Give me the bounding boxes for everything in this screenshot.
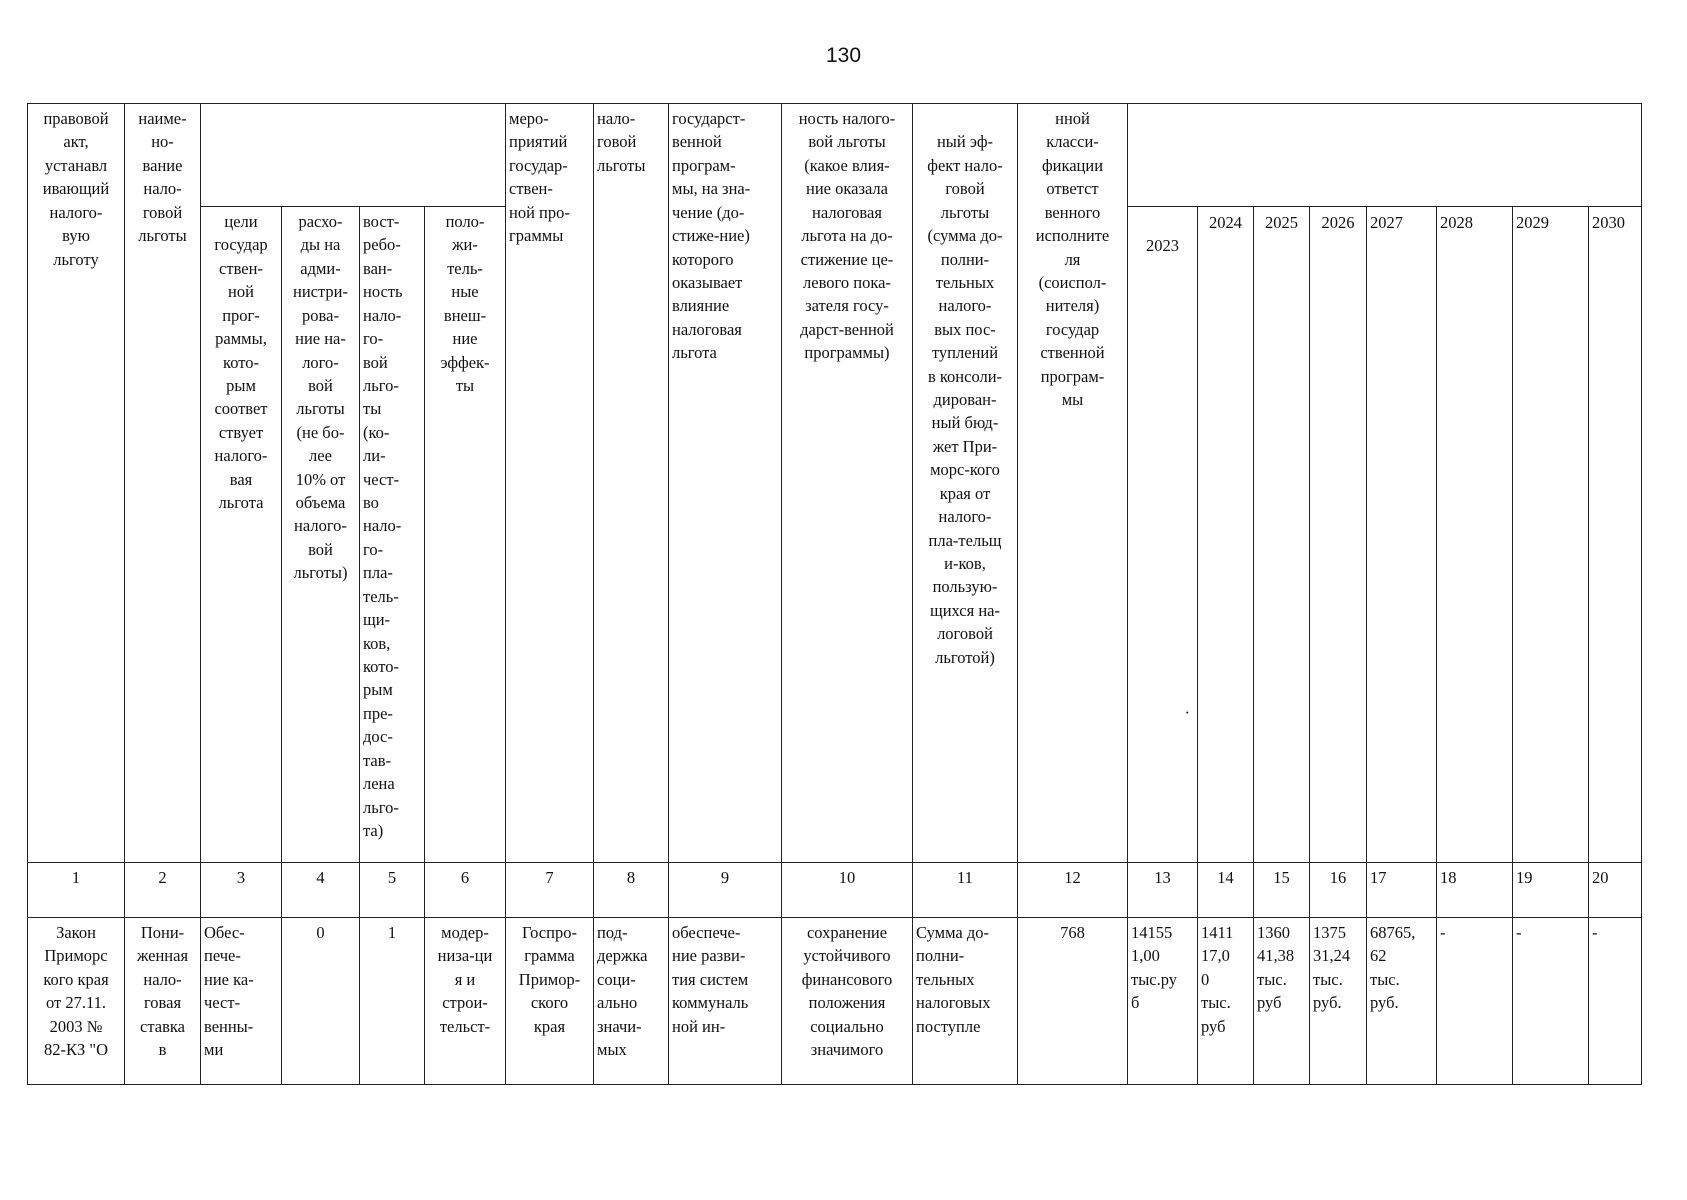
header-group-blank xyxy=(201,104,506,207)
data-row xyxy=(28,918,1642,1085)
col-number: 5 xyxy=(360,863,425,918)
cell-year-2030: - xyxy=(1589,918,1642,1085)
header-year-2030: 2030 xyxy=(1589,207,1642,863)
cell-benefit-name: Пони- женная нало- говая ставка в xyxy=(125,918,201,1085)
cell-year-2024: 1411 17,0 0 тыс. руб xyxy=(1198,918,1254,1085)
col-number: 2 xyxy=(125,863,201,918)
header-fiscal-effect xyxy=(913,104,1018,863)
header-year-2023 xyxy=(1128,207,1198,863)
col-number: 13 xyxy=(1128,863,1198,918)
col-number: 19 xyxy=(1513,863,1589,918)
col-number: 16 xyxy=(1310,863,1367,918)
header-admin-costs: расхо- ды на адми- нистри- рова- ние на- лого- вой льготы (не бо- лее 10% от объема налого- вой льготы) xyxy=(282,207,360,863)
header-demand: вост- ребо- ван- ность нало- го- вой льго- ты (ко- ли- чест- во нало- го- пла- тель- щи- ков, кото- рым пре- дос- тав- лена льго- та) xyxy=(360,207,425,863)
header-tax-benefit: нало- говой льготы xyxy=(594,104,669,863)
cell-program-activities: Госпро- грамма Примор- ского края xyxy=(506,918,594,1085)
header-year-2024: 2024 xyxy=(1198,207,1254,863)
header-external-effects: поло- жи- тель- ные внеш- ние эффек- ты xyxy=(425,207,506,863)
cell-benefit-effectiveness: сохранение устойчивого финансового положения социально значимого xyxy=(782,918,913,1085)
cell-state-program-indicator: обеспече- ние разви- тия систем коммуналь ной ин- xyxy=(669,918,782,1085)
col-number: 10 xyxy=(782,863,913,918)
cell-admin-costs: 0 xyxy=(282,918,360,1085)
header-legal-act: правовой акт, устанавл ивающий налого- вую льготу xyxy=(28,104,125,863)
header-program-activities: меро- приятий государ- ствен- ной про- граммы xyxy=(506,104,594,863)
col-number: 8 xyxy=(594,863,669,918)
header-benefit-effectiveness: ность налого- вой льготы (какое влия- ние оказала налоговая льгота на до- стижение це- левого пока- зателя госу- дарст-венной программы) xyxy=(782,104,913,863)
cell-program-goals: Обес- пече- ние ка- чест- венны- ми xyxy=(201,918,282,1085)
year-label: 2023 xyxy=(1146,236,1179,256)
header-program-goals: цели государ ствен- ной прог- раммы, кото- рым соответ ствует налого- вая льгота xyxy=(201,207,282,863)
cell-year-2026: 1375 31,24 тыс. руб. xyxy=(1310,918,1367,1085)
header-year-2027: 2027 xyxy=(1367,207,1437,863)
header-years-group xyxy=(1128,104,1642,207)
header-year-2029: 2029 xyxy=(1513,207,1589,863)
col-number: 18 xyxy=(1437,863,1513,918)
cell-year-2028: - xyxy=(1437,918,1513,1085)
col-number: 11 xyxy=(913,863,1018,918)
cell-external-effects: модер- низа-ци я и строи- тельст- xyxy=(425,918,506,1085)
cell-tax-benefit: под- держка соци- ально значи- мых xyxy=(594,918,669,1085)
header-year-2028: 2028 xyxy=(1437,207,1513,863)
header-responsible-executor: нной класси- фикации ответст венного исполните ля (соиспол- нителя) государ ственной програм- мы xyxy=(1018,104,1128,863)
header-year-2026: 2026 xyxy=(1310,207,1367,863)
col-number: 6 xyxy=(425,863,506,918)
header-benefit-name: наиме- но- вание нало- говой льготы xyxy=(125,104,201,863)
col-number: 17 xyxy=(1367,863,1437,918)
cell-responsible-executor: 768 xyxy=(1018,918,1128,1085)
tax-benefit-table xyxy=(27,103,1642,1085)
col-number: 4 xyxy=(282,863,360,918)
cell-demand: 1 xyxy=(360,918,425,1085)
col-number: 1 xyxy=(28,863,125,918)
scan-dot: · xyxy=(1184,703,1190,723)
cell-legal-act: Закон Приморс кого края от 27.11. 2003 № 82-КЗ "О xyxy=(28,918,125,1085)
col-number: 15 xyxy=(1254,863,1310,918)
col-number: 7 xyxy=(506,863,594,918)
header-state-program-indicator: государст- венной програм- мы, на зна- чение (до- стиже-ние) которого оказывает влияние налоговая льгота xyxy=(669,104,782,863)
header-year-2025: 2025 xyxy=(1254,207,1310,863)
cell-year-2029: - xyxy=(1513,918,1589,1085)
col-number: 14 xyxy=(1198,863,1254,918)
header-row xyxy=(28,104,1642,207)
col-number: 3 xyxy=(201,863,282,918)
col-number: 20 xyxy=(1589,863,1642,918)
cell-year-2025: 1360 41,38 тыс. руб xyxy=(1254,918,1310,1085)
header-fiscal-effect-text: ный эф- фект нало- говой льготы (сумма до- полни- тельных налого- вых пос- туплений в консоли- дирован- ный бюд- жет При- морс-кого края от налого- пла-тельщ и-ков, пользую- щихся на- логовой льготой) xyxy=(927,132,1003,667)
cell-fiscal-effect: Сумма до- полни- тельных налоговых поступле xyxy=(913,918,1018,1085)
cell-year-2023: 14155 1,00 тыс.ру б xyxy=(1128,918,1198,1085)
cell-year-2027: 68765, 62 тыс. руб. xyxy=(1367,918,1437,1085)
col-number: 9 xyxy=(669,863,782,918)
column-number-row xyxy=(28,863,1642,918)
page-number: 130 xyxy=(825,44,862,67)
col-number: 12 xyxy=(1018,863,1128,918)
